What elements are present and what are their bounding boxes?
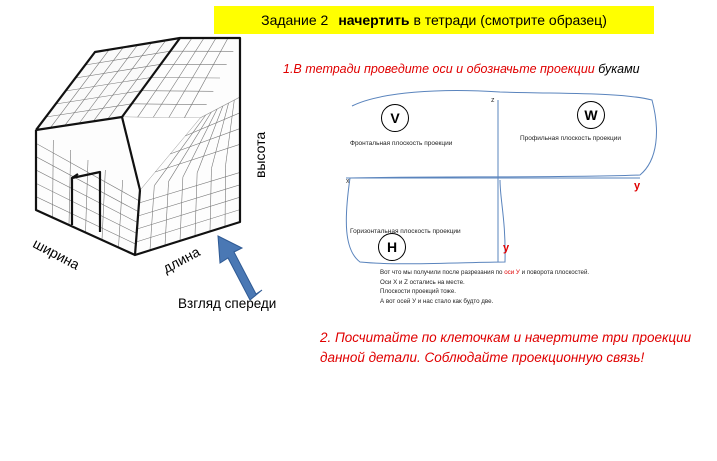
note-line1-red: оси У [504, 269, 520, 276]
dimension-width: ширина [30, 235, 83, 273]
axis-y-bottom-label: у [503, 242, 510, 254]
note-line1-end: и поворота плоскостей. [521, 269, 590, 276]
plane-v-circle: V [381, 104, 409, 132]
title-bold: начертить [338, 12, 410, 28]
axis-z-label: z [491, 97, 495, 104]
diagram-note [380, 268, 589, 306]
axis-y-right-label: у [634, 180, 641, 192]
label-profile-plane: Профильная плоскость проекции [520, 135, 621, 142]
plane-w-circle: W [577, 101, 605, 129]
plane-h-circle: H [378, 233, 406, 261]
label-horizontal-plane: Горизонтальная плоскость проекции [350, 228, 461, 235]
note-line4: А вот осей У и нас стало как будто две. [380, 297, 494, 305]
view-label: Взгляд спереди [178, 296, 277, 311]
title-suffix: в тетради (смотрите образец) [413, 12, 607, 28]
note-line2: Оси X и Z остались на месте. [380, 278, 465, 286]
object-right-face [135, 97, 240, 255]
task1-red: 1.В тетради проведите оси и обозначьте проекции [283, 62, 595, 76]
label-frontal-plane: Фронтальная плоскость проекции [350, 140, 453, 147]
note-line3: Плоскости проекций тоже. [380, 288, 456, 295]
view-arrow [218, 236, 262, 300]
dimension-length: длина [160, 243, 203, 277]
dimension-height: высота [252, 131, 268, 178]
axis-x-label: x [346, 178, 350, 185]
title-prefix: Задание 2 [261, 12, 329, 28]
note-line1-start: Вот что мы получили после разрезания по [380, 269, 503, 276]
task2-text: 2. Посчитайте по клеточкам и начертите три проекции данной детали. Соблюдайте проекционную связь! [320, 330, 692, 365]
task1-black: буками [598, 62, 640, 76]
